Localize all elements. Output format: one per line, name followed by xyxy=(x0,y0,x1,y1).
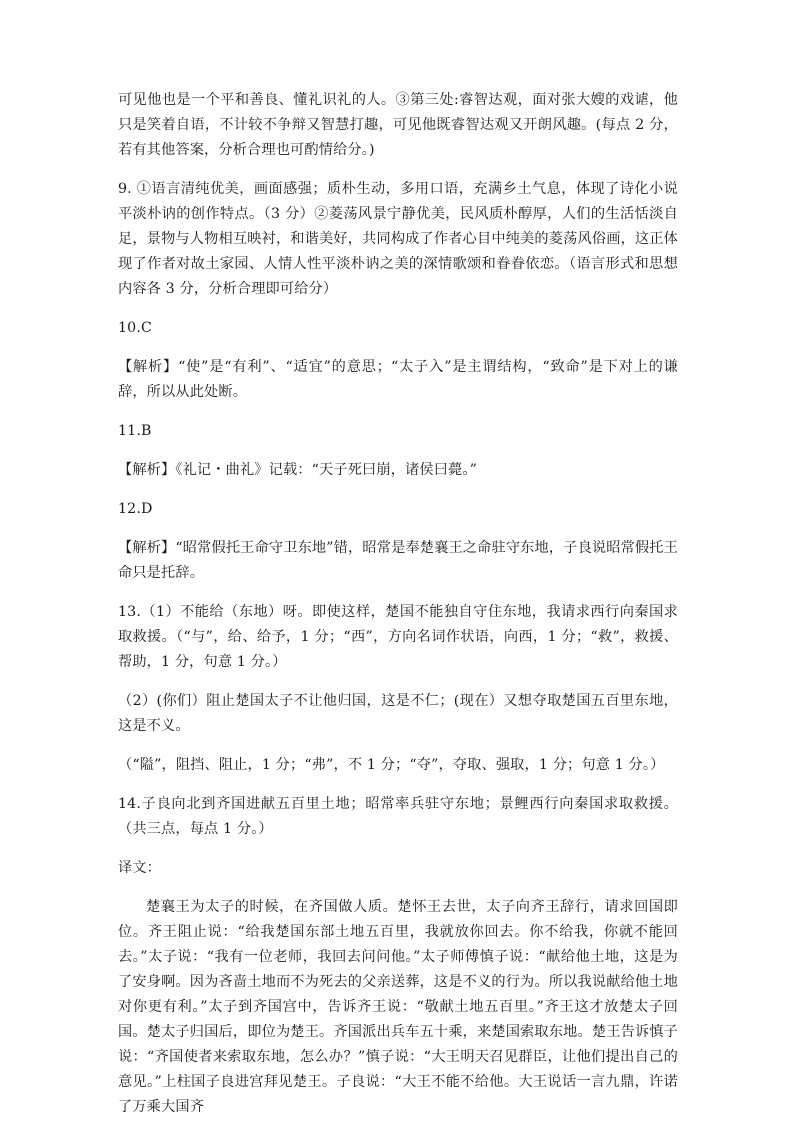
answer-10: 10.C xyxy=(118,320,153,336)
translation-body: 楚襄王为太子的时候，在齐国做人质。楚怀王去世，太子向齐王辞行，请求回国即位。齐王阻止说：“给我楚国东部土地五百里，我就放你回去。你不给我，你就不能回去。”太子说：“我有一位老师，我回去问问他。”太子师傅慎子说：“献给他土地，这是为了安身啊。因为吝啬土地而不为死去的父亲送葬，这是不义的行为。所以我说献给他土地对你更有利。”太子到齐国宫中，告诉齐王说：“敬献土地五百里。”齐王这才放楚太子回国。楚太子归国后，即位为楚王。齐国派出兵车五十乘，来楚国索取东地。楚王告诉慎子说：“齐国使者来索取东地，怎么办？”慎子说：“大王明天召见群臣，让他们提出自己的意见。”上柱国子良进宫拜见楚王。子良说：“大王不能不给他。大王说话一言九鼎，许诺了万乘大国齐 xyxy=(118,899,678,1115)
answer-9: 9. ①语言清纯优美，画面感强；质朴生动，多用口语，充满乡土气息，体现了诗化小说平淡朴讷的创作特点。（3 分）②菱荡风景宁静优美，民风质朴醇厚，人们的生活恬淡自足，景物与人物相互映衬，和谐美好，共同构成了作者心目中纯美的菱荡风俗画，这正体现了作者对故土家园、人情人性平淡朴讷之美的深情歌颂和眷眷依恋。（语言形式和思想内容各 3 分，分析合理即可给分） xyxy=(118,181,678,297)
answer-8-continuation: 可见他也是一个平和善良、懂礼识礼的人。③第三处:睿智达观，面对张大嫂的戏谑，他只是笑着自语，不计较不争辩又智慧打趣，可见他既睿智达观又开朗风趣。(每点 2 分，若有其他答案，分析合理也可酌情给分。) xyxy=(118,92,678,158)
answer-13-part-2: （2）(你们）阻止楚国太子不让他归国，这是不仁；(现在）又想夺取楚国五百里东地，这是不义。 xyxy=(118,693,678,734)
answer-11: 11.B xyxy=(118,423,152,439)
answer-13-part-1: 13.（1）不能给（东地）呀。即使这样，楚国不能独自守住东地，我请求西行向秦国求取救援。（“与”，给、给予，1 分；“西”，方向名词作状语，向西，1 分；“救”，救援、帮助，1 分，句意 1 分。） xyxy=(118,604,678,670)
answer-13-scoring: （“隘”，阻挡、阻止，1 分；“弗”，不 1 分；“夺”，夺取、强取，1 分；句意 1 分。） xyxy=(118,757,665,773)
answer-11-analysis: 【解析】《礼记・曲礼》记载：“天子死曰崩，诸侯曰薨。” xyxy=(118,462,478,478)
translation-heading: 译文： xyxy=(118,860,162,876)
answer-12-analysis: 【解析】“昭常假托王命守卫东地”错，昭常是奉楚襄王之命驻守东地，子良说昭常假托王命只是托辞。 xyxy=(118,540,678,581)
document-page xyxy=(118,88,678,1120)
answer-10-analysis: 【解析】“使”是“有利”、“适宜”的意思；“太子入”是主谓结构，“致命”是下对上的谦辞，所以从此处断。 xyxy=(118,359,678,400)
answer-12: 12.D xyxy=(118,501,153,517)
answer-14: 14.子良向北到齐国进献五百里土地；昭常率兵驻守东地；景鲤西行向秦国求取救援。（共三点，每点 1 分。） xyxy=(118,796,678,837)
